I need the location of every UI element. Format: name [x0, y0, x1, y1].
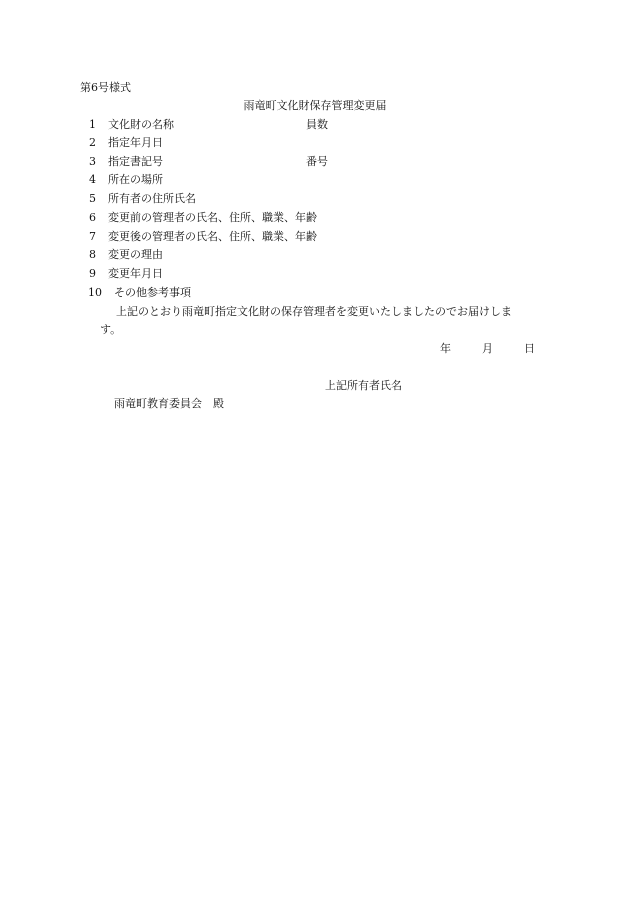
item-number: 4: [89, 173, 96, 186]
item-number: 3: [89, 155, 96, 168]
item-number: 6: [89, 211, 96, 224]
item-extra-count: 員数: [306, 118, 328, 131]
item-label: 変更後の管理者の氏名、住所、職業、年齢: [108, 230, 317, 243]
addressee: 雨竜町教育委員会 殿: [114, 397, 224, 410]
item-extra-number: 番号: [306, 155, 328, 168]
item-number: 10: [88, 286, 102, 299]
item-number: 5: [89, 192, 96, 205]
item-number: 7: [89, 230, 96, 243]
item-label: その他参考事項: [114, 286, 191, 299]
item-label: 指定年月日: [108, 136, 163, 149]
item-number: 8: [89, 248, 96, 261]
item-number: 2: [89, 136, 96, 149]
date-year: 年: [440, 342, 451, 355]
item-label: 変更前の管理者の氏名、住所、職業、年齢: [108, 211, 317, 224]
item-label: 文化財の名称: [108, 118, 174, 131]
body-text-line: 上記のとおり雨竜町指定文化財の保存管理者を変更いたしましたのでお届けしま: [116, 305, 512, 318]
date-row: [440, 342, 535, 356]
document-title: 雨竜町文化財保存管理変更届: [243, 99, 387, 112]
item-label: 指定書記号: [108, 155, 163, 168]
item-label: 変更年月日: [108, 267, 163, 280]
item-label: 所在の場所: [108, 173, 163, 186]
item-number: 9: [89, 267, 96, 280]
item-label: 所有者の住所氏名: [108, 192, 196, 205]
date-month: 月: [482, 342, 493, 355]
body-text-line: す。: [100, 323, 122, 336]
form-number: 第6号様式: [80, 81, 131, 94]
item-label: 変更の理由: [108, 248, 163, 261]
date-day: 日: [524, 342, 535, 355]
item-number: 1: [89, 118, 96, 131]
owner-name-label: 上記所有者氏名: [325, 379, 402, 392]
